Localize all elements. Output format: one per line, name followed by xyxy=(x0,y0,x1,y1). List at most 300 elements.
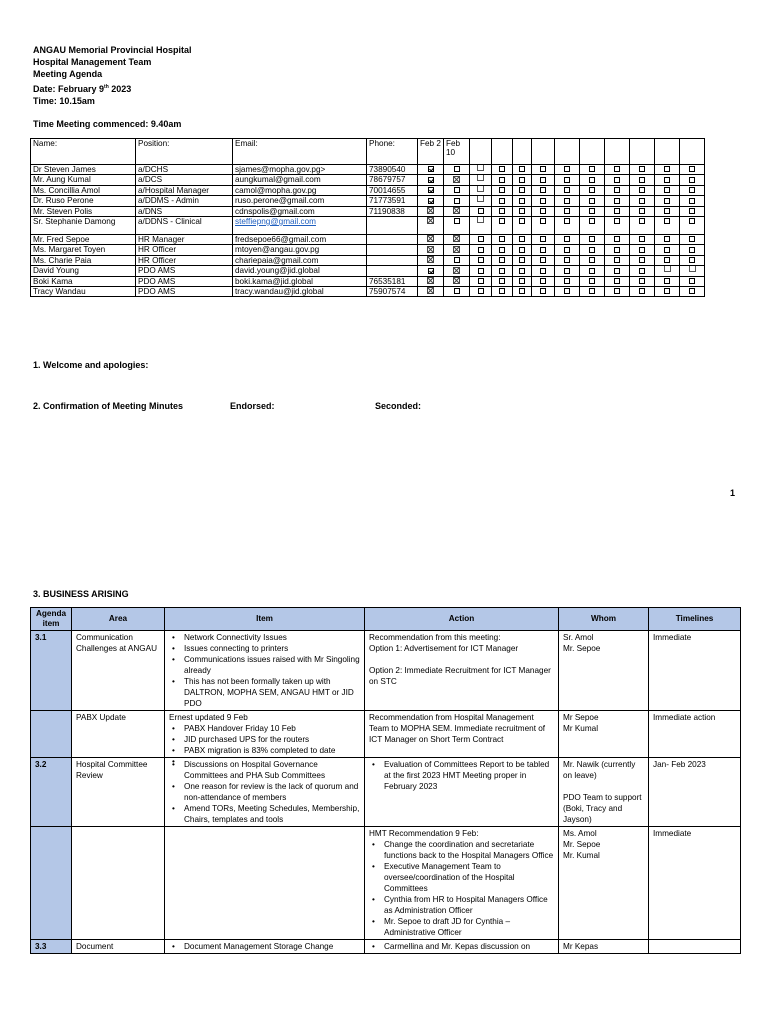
business-row xyxy=(31,940,741,954)
empty-box-icon xyxy=(519,218,525,224)
empty-box-icon xyxy=(564,166,570,172)
empty-box-icon xyxy=(540,247,546,253)
attendee-phone: 76535181 xyxy=(367,276,418,286)
attendance-blank-cell xyxy=(513,245,532,255)
open-box-icon xyxy=(477,185,484,191)
attendance-blank-cell xyxy=(680,206,705,216)
empty-box-icon xyxy=(540,278,546,284)
empty-box-icon xyxy=(519,187,525,193)
empty-box-icon xyxy=(499,198,505,204)
attendance-feb2 xyxy=(418,206,444,216)
empty-box-icon xyxy=(664,278,670,284)
empty-box-icon xyxy=(540,198,546,204)
empty-box-icon xyxy=(540,257,546,263)
seconded-label: Seconded: xyxy=(375,401,422,411)
empty-box-icon xyxy=(540,268,546,274)
crossed-box-icon xyxy=(427,235,434,242)
attendance-blank-cell xyxy=(580,217,605,235)
endorsed-label: Endorsed: xyxy=(230,401,275,411)
attendee-name: Ms. Margaret Toyen xyxy=(31,245,136,255)
attendance-blank-cell xyxy=(470,266,492,276)
whom-name: PDO Team to support (Boki, Tracy and Jayson) xyxy=(563,793,642,824)
empty-box-icon xyxy=(639,236,645,242)
attendance-blank-cell xyxy=(655,175,680,185)
attendance-blank-cell xyxy=(555,287,580,297)
empty-box-icon xyxy=(614,208,620,214)
attendance-blank-cell xyxy=(580,175,605,185)
attendance-feb10 xyxy=(444,165,470,175)
empty-box-icon xyxy=(519,278,525,284)
meeting-commenced: Time Meeting commenced: 9.40am xyxy=(33,119,182,129)
checked-box-icon xyxy=(428,187,434,193)
attendance-blank-cell xyxy=(580,165,605,175)
empty-box-icon xyxy=(454,218,460,224)
empty-box-icon xyxy=(564,288,570,294)
attendance-row xyxy=(31,175,705,185)
empty-box-icon xyxy=(564,218,570,224)
attendance-row xyxy=(31,255,705,265)
empty-box-icon xyxy=(454,187,460,193)
empty-box-icon xyxy=(519,177,525,183)
empty-box-icon xyxy=(454,198,460,204)
attendance-blank-header xyxy=(580,139,605,165)
whom-cell xyxy=(559,827,649,940)
attendance-blank-cell xyxy=(555,266,580,276)
attendance-column-header: Name: xyxy=(31,139,136,165)
empty-box-icon xyxy=(639,268,645,274)
crossed-box-icon xyxy=(427,217,434,224)
section-business-arising: 3. BUSINESS ARISING xyxy=(33,589,129,599)
crossed-box-icon xyxy=(427,287,434,294)
empty-box-icon xyxy=(478,278,484,284)
attendance-blank-cell xyxy=(555,175,580,185)
attendee-position: a/DCHS xyxy=(136,165,233,175)
attendance-blank-cell xyxy=(513,185,532,195)
checked-box-icon xyxy=(428,268,434,274)
attendance-blank-cell xyxy=(680,165,705,175)
attendee-name: Ms. Charie Paia xyxy=(31,255,136,265)
attendance-blank-cell xyxy=(532,266,555,276)
attendee-position: a/DNS xyxy=(136,206,233,216)
empty-box-icon xyxy=(589,247,595,253)
attendance-row xyxy=(31,276,705,286)
empty-box-icon xyxy=(454,288,460,294)
doc-type: Meeting Agenda xyxy=(33,69,103,80)
empty-box-icon xyxy=(499,268,505,274)
attendance-blank-cell xyxy=(630,245,655,255)
attendee-name: Ms. Concillia Amol xyxy=(31,185,136,195)
action-cell xyxy=(365,827,559,940)
attendance-blank-cell xyxy=(555,206,580,216)
business-row xyxy=(31,827,741,940)
attendance-blank-cell xyxy=(470,276,492,286)
empty-box-icon xyxy=(639,198,645,204)
empty-box-icon xyxy=(689,218,695,224)
attendance-blank-cell xyxy=(630,235,655,245)
action-cell xyxy=(365,711,559,758)
attendee-email: aungkumal@gmail.com xyxy=(233,175,367,185)
empty-box-icon xyxy=(478,236,484,242)
attendance-blank-cell xyxy=(680,196,705,206)
attendance-blank-cell xyxy=(580,276,605,286)
empty-box-icon xyxy=(564,208,570,214)
empty-box-icon xyxy=(499,177,505,183)
attendance-blank-header xyxy=(492,139,513,165)
attendance-blank-cell xyxy=(605,245,630,255)
empty-box-icon xyxy=(499,187,505,193)
attendance-blank-cell xyxy=(492,175,513,185)
attendance-blank-cell xyxy=(630,175,655,185)
empty-box-icon xyxy=(540,218,546,224)
document-header xyxy=(33,44,192,107)
whom-cell xyxy=(559,631,649,711)
attendance-blank-cell xyxy=(492,185,513,195)
empty-box-icon xyxy=(614,218,620,224)
attendee-position: PDO AMS xyxy=(136,287,233,297)
crossed-box-icon xyxy=(453,235,460,242)
empty-box-icon xyxy=(519,247,525,253)
business-column-header: Area xyxy=(72,608,165,631)
whom-name: Mr Kumal xyxy=(563,724,599,733)
empty-box-icon xyxy=(519,268,525,274)
attendee-name: Dr. Ruso Perone xyxy=(31,196,136,206)
item-bullet: • PABX migration is 83% completed to date xyxy=(169,745,360,756)
attendance-blank-cell xyxy=(492,217,513,235)
attendee-name: Mr. Fred Sepoe xyxy=(31,235,136,245)
attendance-blank-cell xyxy=(470,206,492,216)
attendance-blank-cell xyxy=(470,245,492,255)
attendance-table xyxy=(30,138,705,297)
empty-box-icon xyxy=(639,288,645,294)
attendance-blank-cell xyxy=(513,266,532,276)
empty-box-icon xyxy=(478,288,484,294)
attendance-feb10 xyxy=(444,217,470,235)
crossed-box-icon xyxy=(453,277,460,284)
whom-name: Mr. Sepoe xyxy=(563,644,601,653)
attendance-blank-cell xyxy=(492,196,513,206)
attendee-email: sjames@mopha.gov.pg> xyxy=(233,165,367,175)
attendance-blank-header xyxy=(470,139,492,165)
agenda-item-cell xyxy=(165,827,365,940)
empty-box-icon xyxy=(664,187,670,193)
empty-box-icon xyxy=(639,208,645,214)
attendance-blank-cell xyxy=(513,217,532,235)
meeting-time: Time: 10.15am xyxy=(33,95,95,106)
crossed-box-icon xyxy=(427,256,434,263)
whom-name: Mr Kepas xyxy=(563,942,599,951)
item-bullet: • This has not been formally taken up with DALTRON, MOPHA SEM, ANGAU HMT or JID PDO xyxy=(169,676,360,709)
empty-box-icon xyxy=(478,247,484,253)
attendance-blank-cell xyxy=(655,217,680,235)
attendance-feb2 xyxy=(418,165,444,175)
attendance-feb10 xyxy=(444,235,470,245)
empty-box-icon xyxy=(639,218,645,224)
attendance-blank-cell xyxy=(580,245,605,255)
empty-box-icon xyxy=(499,208,505,214)
empty-box-icon xyxy=(454,166,460,172)
attendance-blank-cell xyxy=(630,276,655,286)
checked-box-icon xyxy=(428,177,434,183)
empty-box-icon xyxy=(664,257,670,263)
attendance-blank-cell xyxy=(532,255,555,265)
attendance-feb2 xyxy=(418,217,444,235)
attendance-blank-cell xyxy=(513,235,532,245)
attendance-row xyxy=(31,165,705,175)
agenda-item-number xyxy=(31,827,72,940)
empty-box-icon xyxy=(614,177,620,183)
attendee-email: boki.kama@jid.global xyxy=(233,276,367,286)
attendance-blank-cell xyxy=(532,185,555,195)
attendance-blank-cell xyxy=(680,175,705,185)
attendance-blank-cell xyxy=(655,165,680,175)
crossed-box-icon xyxy=(453,207,460,214)
attendance-blank-header xyxy=(532,139,555,165)
whom-name: Ms. Amol xyxy=(563,829,597,838)
attendance-feb2 xyxy=(418,287,444,297)
empty-box-icon xyxy=(540,208,546,214)
agenda-item-number: 3.1 xyxy=(31,631,72,711)
attendance-blank-cell xyxy=(580,185,605,195)
empty-box-icon xyxy=(614,268,620,274)
empty-box-icon xyxy=(614,236,620,242)
attendance-feb2 xyxy=(418,255,444,265)
empty-box-icon xyxy=(519,208,525,214)
empty-box-icon xyxy=(664,288,670,294)
attendance-blank-cell xyxy=(680,217,705,235)
attendance-blank-cell xyxy=(680,266,705,276)
attendance-feb10 xyxy=(444,255,470,265)
empty-box-icon xyxy=(454,257,460,263)
empty-box-icon xyxy=(478,257,484,263)
attendance-blank-cell xyxy=(605,217,630,235)
empty-box-icon xyxy=(664,218,670,224)
empty-box-icon xyxy=(499,257,505,263)
meeting-date: Date: February 9th 2023 xyxy=(33,83,132,94)
business-row xyxy=(31,711,741,758)
item-bullet: • Document Management Storage Change xyxy=(169,941,360,952)
attendance-blank-cell xyxy=(492,165,513,175)
attendance-blank-cell xyxy=(580,235,605,245)
attendance-blank-cell xyxy=(532,206,555,216)
whom-cell xyxy=(559,711,649,758)
attendance-blank-cell xyxy=(655,255,680,265)
attendee-name: Sr. Stephanie Damong xyxy=(31,217,136,235)
empty-box-icon xyxy=(614,278,620,284)
action-list xyxy=(369,759,554,792)
whom-name xyxy=(563,781,644,792)
attendee-name: Dr Steven James xyxy=(31,165,136,175)
open-box-icon xyxy=(477,175,484,181)
item-bullet: • Amend TORs, Meeting Schedules, Membership, Chairs, templates and tools xyxy=(169,803,360,825)
attendance-feb10 xyxy=(444,266,470,276)
attendance-blank-cell xyxy=(492,206,513,216)
empty-box-icon xyxy=(689,198,695,204)
attendance-blank-cell xyxy=(513,255,532,265)
empty-box-icon xyxy=(614,257,620,263)
whom-name: Mr. Kumal xyxy=(563,851,600,860)
attendance-blank-cell xyxy=(470,255,492,265)
checked-box-icon xyxy=(428,198,434,204)
attendance-blank-cell xyxy=(492,255,513,265)
agenda-item-cell xyxy=(165,631,365,711)
action-cell xyxy=(365,758,559,827)
action-cell xyxy=(365,631,559,711)
section-confirmation: 2. Confirmation of Meeting Minutes xyxy=(33,401,183,411)
attendance-blank-cell xyxy=(513,276,532,286)
item-bullet: • Communications issues raised with Mr Singoling already xyxy=(169,654,360,676)
attendance-header-row xyxy=(31,139,705,165)
attendance-blank-cell xyxy=(532,217,555,235)
attendee-phone: 75907574 xyxy=(367,287,418,297)
attendance-feb2 xyxy=(418,266,444,276)
timeline-cell: Immediate action xyxy=(649,711,741,758)
attendee-phone xyxy=(367,266,418,276)
empty-box-icon xyxy=(564,187,570,193)
attendance-blank-cell xyxy=(492,266,513,276)
empty-box-icon xyxy=(664,198,670,204)
action-list xyxy=(369,839,554,938)
open-box-icon xyxy=(689,266,696,272)
attendance-blank-header xyxy=(605,139,630,165)
empty-box-icon xyxy=(564,236,570,242)
empty-box-icon xyxy=(499,218,505,224)
attendance-column-header: Email: xyxy=(233,139,367,165)
timeline-cell: Immediate xyxy=(649,827,741,940)
attendance-feb2 xyxy=(418,196,444,206)
attendance-blank-cell xyxy=(630,255,655,265)
attendee-email: camol@mopha.gov.pg xyxy=(233,185,367,195)
empty-box-icon xyxy=(589,288,595,294)
attendee-email: ruso.perone@gmail.com xyxy=(233,196,367,206)
business-column-header: Agenda item xyxy=(31,608,72,631)
agenda-area xyxy=(72,827,165,940)
empty-box-icon xyxy=(589,166,595,172)
agenda-item-number xyxy=(31,711,72,758)
attendee-position: a/DDMS - Admin xyxy=(136,196,233,206)
attendance-feb10 xyxy=(444,276,470,286)
attendance-blank-cell xyxy=(655,235,680,245)
attendance-blank-cell xyxy=(555,185,580,195)
attendance-blank-cell xyxy=(470,287,492,297)
attendance-blank-cell xyxy=(655,206,680,216)
attendance-blank-cell xyxy=(513,175,532,185)
attendance-row xyxy=(31,206,705,216)
attendee-email: cdnspolis@gmail.com xyxy=(233,206,367,216)
empty-box-icon xyxy=(689,177,695,183)
attendance-blank-cell xyxy=(470,235,492,245)
attendance-blank-cell xyxy=(630,165,655,175)
item-bullet: • PABX Handover Friday 10 Feb xyxy=(169,723,360,734)
open-box-icon xyxy=(477,165,484,171)
attendance-blank-cell xyxy=(680,235,705,245)
attendance-feb10 xyxy=(444,287,470,297)
attendee-name: Tracy Wandau xyxy=(31,287,136,297)
empty-box-icon xyxy=(664,177,670,183)
attendance-blank-cell xyxy=(630,217,655,235)
attendance-blank-cell xyxy=(655,276,680,286)
attendance-blank-cell xyxy=(605,287,630,297)
attendee-phone xyxy=(367,245,418,255)
attendance-feb10 xyxy=(444,206,470,216)
empty-box-icon xyxy=(639,247,645,253)
team-name: Hospital Management Team xyxy=(33,57,152,68)
business-arising-table xyxy=(30,607,741,954)
empty-box-icon xyxy=(689,257,695,263)
attendance-blank-cell xyxy=(555,245,580,255)
empty-box-icon xyxy=(564,268,570,274)
empty-box-icon xyxy=(564,278,570,284)
item-intro: Ernest updated 9 Feb xyxy=(169,713,248,722)
attendance-blank-cell xyxy=(555,217,580,235)
whom-name: Mr. Sepoe xyxy=(563,840,601,849)
business-row xyxy=(31,758,741,827)
empty-box-icon xyxy=(589,208,595,214)
empty-box-icon xyxy=(589,257,595,263)
empty-box-icon xyxy=(589,218,595,224)
attendance-blank-cell xyxy=(492,276,513,286)
attendance-blank-cell xyxy=(532,196,555,206)
attendee-name: David Young xyxy=(31,266,136,276)
empty-box-icon xyxy=(689,187,695,193)
crossed-box-icon xyxy=(427,277,434,284)
empty-box-icon xyxy=(689,247,695,253)
empty-box-icon xyxy=(540,288,546,294)
attendance-feb10 xyxy=(444,185,470,195)
business-row xyxy=(31,631,741,711)
attendance-blank-cell xyxy=(630,266,655,276)
empty-box-icon xyxy=(689,166,695,172)
attendance-blank-cell xyxy=(470,196,492,206)
attendee-email: tracy.wandau@jid.global xyxy=(233,287,367,297)
empty-box-icon xyxy=(564,247,570,253)
attendee-email-link[interactable]: steffiepng@gmail.com xyxy=(235,217,316,227)
item-list xyxy=(169,759,360,825)
empty-box-icon xyxy=(589,268,595,274)
item-bullet: • Discussions on Hospital Governance Committees and PHA Sub Committees xyxy=(169,759,360,781)
attendance-blank-cell xyxy=(555,276,580,286)
attendance-row xyxy=(31,185,705,195)
open-box-icon xyxy=(664,266,671,272)
attendee-position: HR Officer xyxy=(136,245,233,255)
attendee-email: david.young@jid.global xyxy=(233,266,367,276)
action-bullet: • Executive Management Team to oversee/coordination of the Hospital Committees xyxy=(369,861,554,894)
empty-box-icon xyxy=(589,278,595,284)
open-box-icon xyxy=(477,196,484,202)
agenda-item-cell xyxy=(165,940,365,954)
open-box-icon xyxy=(477,217,484,223)
attendance-column-header: Phone: xyxy=(367,139,418,165)
attendee-phone: 70014655 xyxy=(367,185,418,195)
attendance-feb2 xyxy=(418,245,444,255)
attendance-blank-header xyxy=(513,139,532,165)
empty-box-icon xyxy=(499,166,505,172)
attendance-blank-cell xyxy=(655,196,680,206)
attendance-blank-cell xyxy=(470,217,492,235)
attendance-blank-cell xyxy=(655,185,680,195)
action-list xyxy=(369,941,554,952)
attendee-phone xyxy=(367,217,418,235)
empty-box-icon xyxy=(499,247,505,253)
attendance-blank-cell xyxy=(605,175,630,185)
action-line: Option 2: Immediate Recruitment for ICT Manager on STC xyxy=(369,666,551,686)
attendee-position: HR Officer xyxy=(136,255,233,265)
whom-name: Mr. Nawik (currently on leave) xyxy=(563,760,636,780)
attendance-feb10 xyxy=(444,245,470,255)
action-line: Recommendation from this meeting: xyxy=(369,633,501,642)
item-list xyxy=(169,723,360,756)
attendance-blank-cell xyxy=(680,255,705,265)
agenda-item-cell xyxy=(165,758,365,827)
